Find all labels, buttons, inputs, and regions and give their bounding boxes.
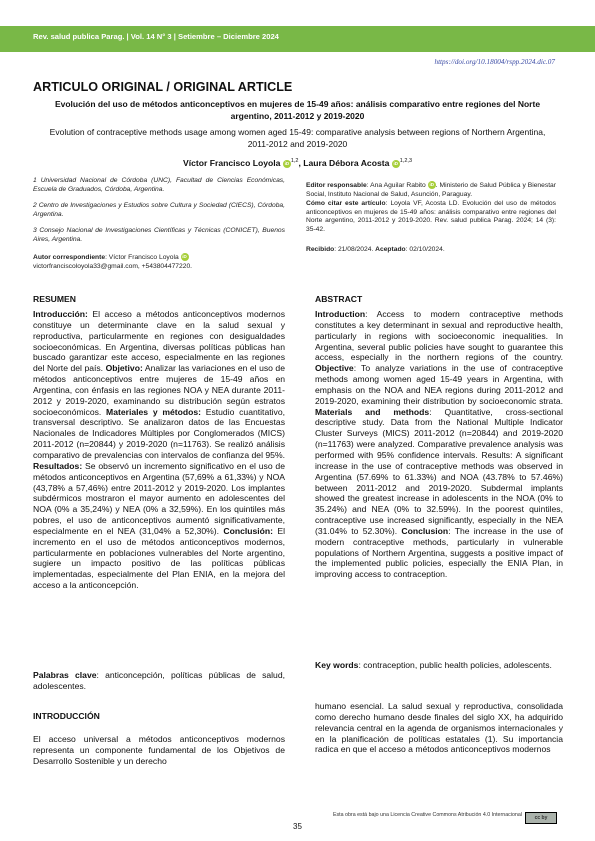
license-text: Esta obra está bajo una Licencia Creative Commons Atribución 4.0 Internacional <box>332 812 522 818</box>
journal-header: Rev. salud publica Parag. | Vol. 14 N° 3 | Setiembre – Diciembre 2024 <box>33 32 279 41</box>
corresponding-author <box>33 253 285 271</box>
page-number: 35 <box>293 822 302 831</box>
author-2-affiliations: 1,2,3 <box>399 158 412 165</box>
resumen-body <box>33 309 285 591</box>
resumen-conclusion: El incremento en el uso de métodos anticonceptivos modernos, particularmente en poblaciones vulnerables del Norte argentino, sugiere un impacto positivo de las políticas públicas implementadas, especialmente del Plan ENIA, en la mejora del acceso a la anticoncepción. <box>33 525 285 591</box>
resumen-conclusion-label: Conclusión: <box>223 525 274 536</box>
orcid-icon[interactable]: iD <box>393 161 399 166</box>
corresponding-contact: victorfranciscoloyola33@gmail.com, +543804477220. <box>33 262 193 270</box>
abstract-objective: : To analyze variations in the use of contraceptive methods among women aged 15-49 years in Argentina, with emphasis on the NOA and NEA regions during 2011-2012 and 2019-2020, examining their distribution by socioeconomic strata. <box>315 363 563 406</box>
creative-commons-icon[interactable]: cc by <box>525 812 557 824</box>
abstract-intro-label: Introduction <box>315 309 366 319</box>
author-2: Laura Débora Acosta <box>303 158 390 168</box>
resumen-objective: Analizar las variaciones en el uso de métodos anticonceptivos entre mujeres de 15-49 años en Argentina, con énfasis en las regiones NOA y NEA durante 2011-2012 y 2019-2020, examinando su distribución según estratos socioeconómicos. <box>33 363 285 417</box>
orcid-icon[interactable]: iD <box>182 254 187 259</box>
resumen-heading: RESUMEN <box>33 294 76 304</box>
abstract-objective-label: Objective <box>315 363 354 374</box>
abstract-conclusion: : The increase in the use of modern contraceptive methods, particularly in vulnerable populations of Northern Argentina, suggests a positive impact of the implemented public policies, especially the ENIA Plan, in improving access to contraception. <box>315 525 563 580</box>
dates-info <box>306 246 556 255</box>
accepted-label: Aceptado <box>375 246 406 253</box>
key-words <box>315 660 563 671</box>
abstract-conclusion-label: Conclusion <box>401 525 449 536</box>
resumen-methods: Estudio cuantitativo, transversal descriptivo. Se analizaron datos de las Encuestas Nacionales de Indicadores Múltiples por Conglomerados (MICS) 2011-2012 (n=20844) y 2019-2020 (n=11763). Se realizó análisis comparativo de prevalencias con intervalos de confianza del 95%. <box>33 406 285 460</box>
corresponding-label: Autor correspondiente <box>33 254 106 261</box>
abstract-body <box>315 309 563 580</box>
introduccion-right-column: humano esencial. La salud sexual y reproductiva, consolidada como derecho humano desde finales del siglo XX, ha adquirido relevancia central en la agenda de organismos internacionales y en la planificación de políticas estatales (1). Su importancia radica en que el acceso a métodos anticonceptivos modernos <box>315 701 563 755</box>
editor-info <box>306 181 556 199</box>
orcid-icon[interactable]: iD <box>284 161 290 166</box>
key-words-label: Key words <box>315 660 359 670</box>
cite-text: : Loyola VF, Acosta LD. Evolución del uso de métodos anticonceptivos en mujeres de 15-49 años: análisis comparativo entre regiones del Norte argentino, 2011-2012 y 2019-2020. Rev. salud publica Parag. 2024; 14 (3): 35-42. <box>306 200 556 233</box>
author-1-affiliations: 1,2 <box>290 158 299 165</box>
doi-link[interactable]: https://doi.org/10.18004/rspp.2024.dic.07 <box>434 58 555 66</box>
received-date: : 21/08/2024. <box>334 246 376 253</box>
resumen-intro-label: Introducción: <box>33 309 88 319</box>
introduccion-heading: INTRODUCCIÓN <box>33 711 100 721</box>
author-separator: , <box>298 158 304 168</box>
title-english: Evolution of contraceptive methods usage among women aged 15-49: comparative analysis between regions of Northern Argentina, 2011-2012 and 2019-2020 <box>49 127 546 149</box>
abstract-heading: ABSTRACT <box>315 294 363 304</box>
citation-info <box>306 200 556 234</box>
affiliation-3: 3 Consejo Nacional de Investigaciones Científicas y Técnicas (CONICET), Buenos Aires, Argentina. <box>33 227 285 243</box>
editor-name: : Ana Aguilar Rabito <box>366 182 426 189</box>
palabras-clave <box>33 670 285 692</box>
abstract-methods: : Quantitative, cross-sectional descriptive study. Data from the National Multiple Indicator Cluster Surveys (MICS) 2011-2012 (n=20844) and 2019-2020 (n=11763) were analyzed. Comparative prevalence analysis was performed with 95% confidence intervals. Results: A significant increase in the use of contraceptive methods was observed in Argentina (57.69% to 61.33%) and NOA (43.78% to 57.46%) between 2011-2012 and 2019-2020. Subdermal implants showed the greatest increase in adolescents in the NOA (0% to 35.24%) and NEA (0% to 32.59%). In the poorest quintiles, contraceptive use increased significantly, especially in the NEA (31.04% to 52.30%). <box>315 406 563 536</box>
introduccion-left-column: El acceso universal a métodos anticonceptivos modernos representa un componente fundamental de los Objetivos de Desarrollo Sostenible y un derecho <box>33 734 285 766</box>
resumen-methods-label: Materiales y métodos: <box>106 406 201 417</box>
resumen-intro: El acceso a métodos anticonceptivos modernos constituye un determinante clave en la salud sexual y reproductiva, particularmente en regiones con desigualdades socioeconómicas. En Argentina, diversas políticas públicas han buscado garantizar este acceso, especialmente en las regiones del Norte del país. <box>33 309 285 374</box>
affiliation-1: 1 Universidad Nacional de Córdoba (UNC), Facultad de Ciencias Económicas, Escuela de Graduados, Córdoba, Argentina. <box>33 177 285 193</box>
resumen-results: Se observó un incremento significativo en el uso de métodos anticonceptivos en Argentina (57,69% a 61,33%) y NOA (43,78% a 57,46%) entre 2011-2012 y 2019-2020. Los implantes subdérmicos mostraron el mayor aumento en adolescentes del NOA (0% a 35,24%) y NEA (0% a 32,59%). En los quintiles más pobres, el uso de anticonceptivos aumentó significativamente, especialmente en el NEA (31,04% a 52,30%). <box>33 460 285 536</box>
resumen-objective-label: Objetivo: <box>105 363 143 374</box>
corresponding-name: : Víctor Francisco Loyola <box>105 254 179 261</box>
affiliation-2: 2 Centro de Investigaciones y Estudios sobre Cultura y Sociedad (CIECS), Córdoba, Argentina. <box>33 202 285 218</box>
received-label: Recibido <box>306 246 335 253</box>
resumen-results-label: Resultados: <box>33 460 83 471</box>
editor-affiliation: . Ministerio de Salud Pública y Bienestar Social, Instituto Nacional de Salud, Asunción, Paraguay. <box>306 182 557 198</box>
abstract-intro: : Access to modern contraceptive methods constitutes a key determinant in sexual and reproductive health, particularly in regions with socioeconomic inequalities. In Argentina, several public policies have sought to guarantee this access, especially in the northern regions of the country. <box>315 309 563 363</box>
palabras-clave-list: : anticoncepción, políticas públicas de salud, adolescentes. <box>33 670 286 691</box>
editor-label: Editor responsable <box>306 182 367 189</box>
abstract-methods-label: Materials and methods <box>315 406 430 417</box>
title-spanish: Evolución del uso de métodos anticonceptivos en mujeres de 15-49 años: análisis comparativo entre regiones del Norte argentino, 2011-2012 y 2019-2020 <box>54 99 541 121</box>
orcid-icon[interactable]: iD <box>429 182 434 187</box>
cite-label: Cómo citar este artículo <box>306 200 386 207</box>
palabras-clave-label: Palabras clave <box>33 670 97 680</box>
author-line <box>33 158 562 168</box>
key-words-list: : contraception, public health policies, adolescents. <box>358 660 552 670</box>
section-title: ARTICULO ORIGINAL / ORIGINAL ARTICLE <box>33 80 293 94</box>
author-1: Víctor Francisco Loyola <box>182 158 281 168</box>
accepted-date: : 02/10/2024. <box>405 246 445 253</box>
